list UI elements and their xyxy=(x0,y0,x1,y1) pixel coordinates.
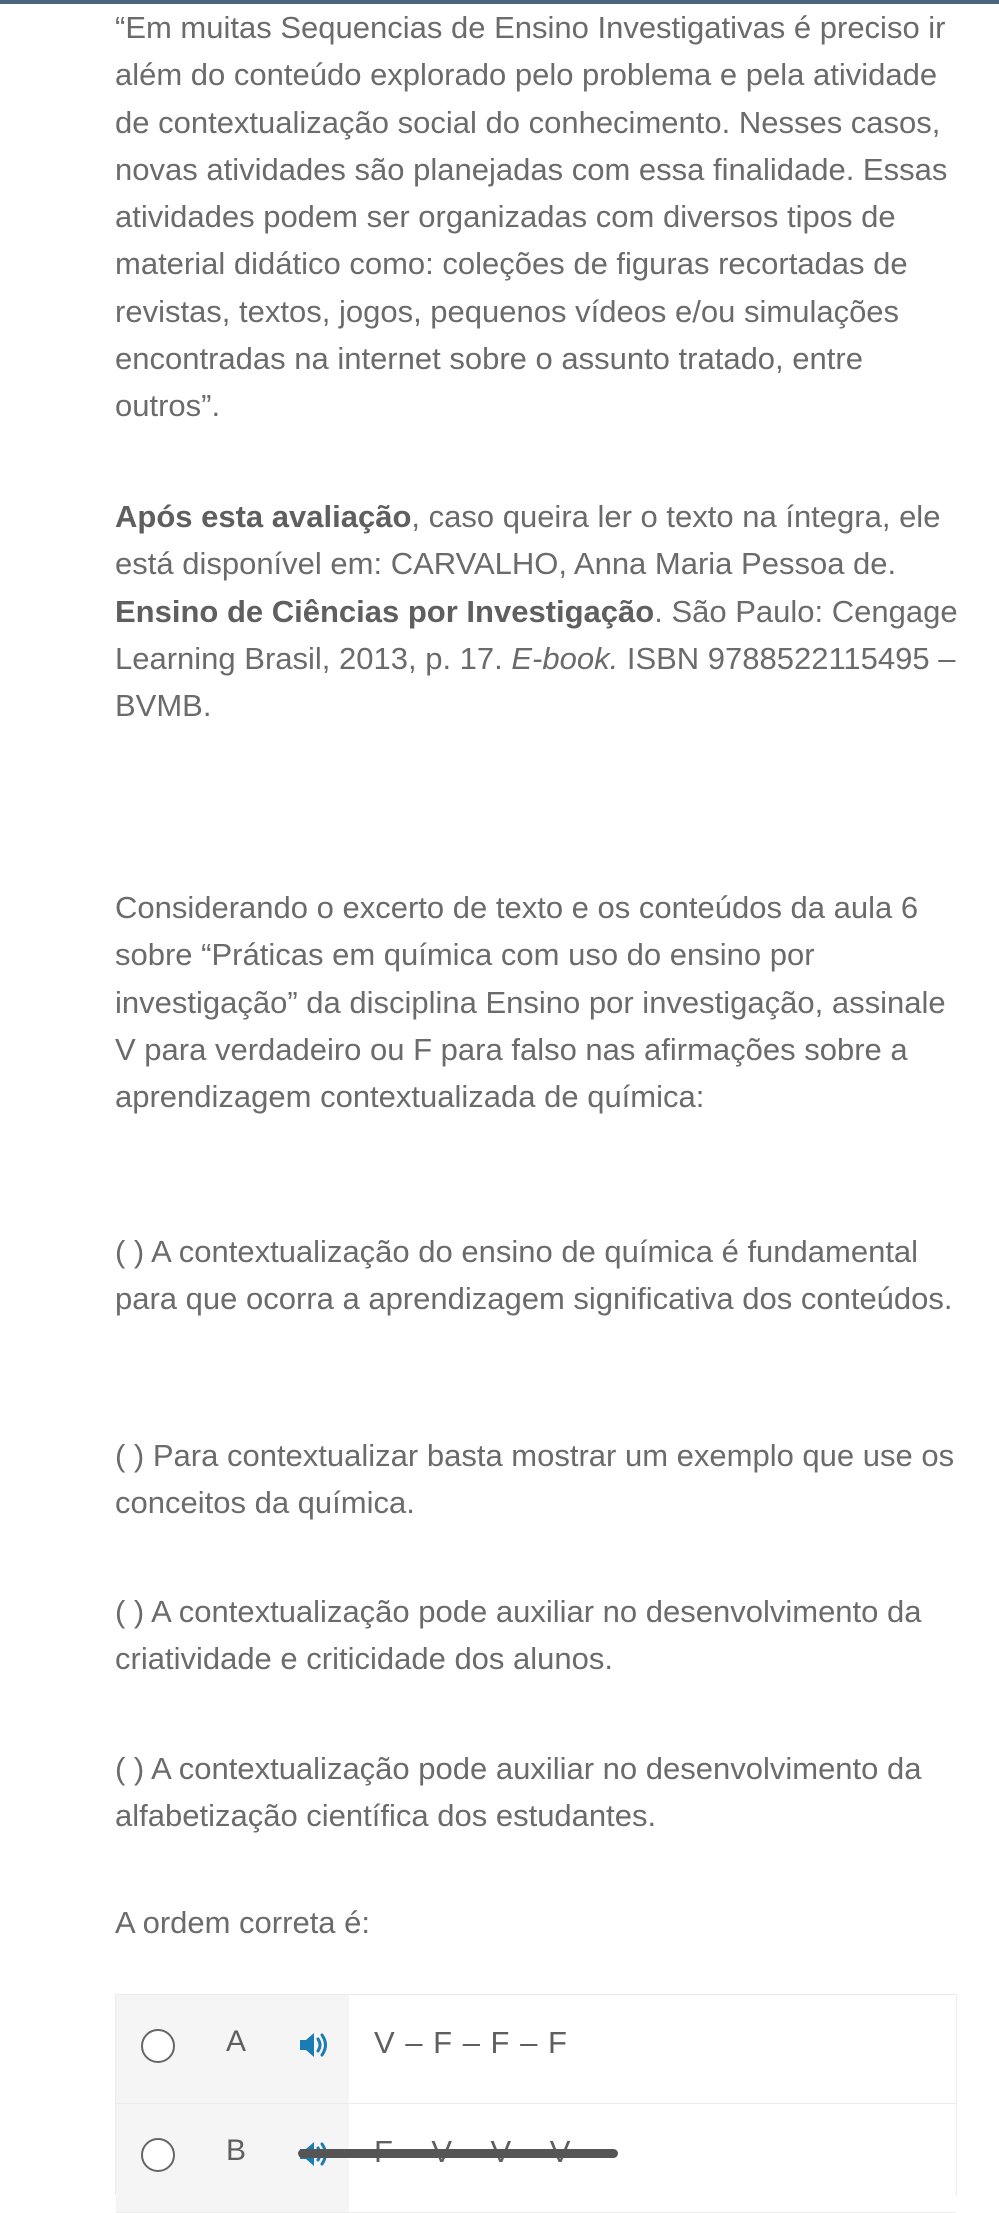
option-b-letter: B xyxy=(226,2134,247,2167)
option-a-radio[interactable] xyxy=(141,2029,175,2063)
speaker-icon[interactable] xyxy=(294,2025,334,2065)
option-b-radio[interactable] xyxy=(141,2138,175,2172)
order-prompt: A ordem correta é: xyxy=(115,1905,371,1940)
question-prompt: Considerando o excerto de texto e os conteúdos da aula 6 sobre “Práticas em química com uso do ensino por investigação” da disciplina Ensino por investigação, assinale V para verdadeiro ou F para falso nas afirmações sobre a aprendizagem contextualizada de química: xyxy=(115,890,946,1115)
statement-3: ( ) A contextualização pode auxiliar no desenvolvimento da criatividade e criticidade dos alunos. xyxy=(115,1594,922,1677)
statement-1: ( ) A contextualização do ensino de química é fundamental para que ocorra a aprendizagem significativa dos conteúdos. xyxy=(115,1234,953,1317)
source-bold-intro: Após esta avaliação xyxy=(115,499,412,534)
source-book-title: Ensino de Ciências por Investigação xyxy=(115,593,655,629)
option-a-answer: V – F – F – F xyxy=(374,2025,568,2060)
option-b[interactable] xyxy=(116,2104,956,2213)
statement-4: ( ) A contextualização pode auxiliar no desenvolvimento da alfabetização científica dos estudantes. xyxy=(115,1751,922,1834)
option-a[interactable] xyxy=(116,1995,956,2104)
source-text-2: . São Paulo: Cengage Learning Brasil, 2013, p. 17. xyxy=(115,593,958,676)
quote-paragraph: “Em muitas Sequencias de Ensino Investigativas é preciso ir além do conteúdo explorado pelo problema e pela atividade de contextualização social do conhecimento. Nesses casos, novas atividades são planejadas com essa finalidade. Essas atividades podem ser organizadas com diversos tipos de material didático como: coleções de figuras recortadas de revistas, textos, jogos, pequenos vídeos e/ou simulações encontradas na internet sobre o assunto tratado, entre outros”. xyxy=(115,10,948,424)
source-text-1: , caso queira ler o texto na íntegra, ele está disponível em: CARVALHO, Anna Maria Pessoa de. xyxy=(115,499,941,582)
source-paragraph xyxy=(115,493,960,729)
option-a-letter: A xyxy=(226,2025,247,2058)
source-ebook: E-book. xyxy=(511,640,619,676)
statement-2: ( ) Para contextualizar basta mostrar um exemplo que use os conceitos da química. xyxy=(115,1438,955,1521)
scroll-indicator[interactable] xyxy=(298,2149,618,2158)
answer-options xyxy=(115,1994,957,2195)
source-text-3: ISBN 9788522115495 – BVMB. xyxy=(115,640,956,724)
